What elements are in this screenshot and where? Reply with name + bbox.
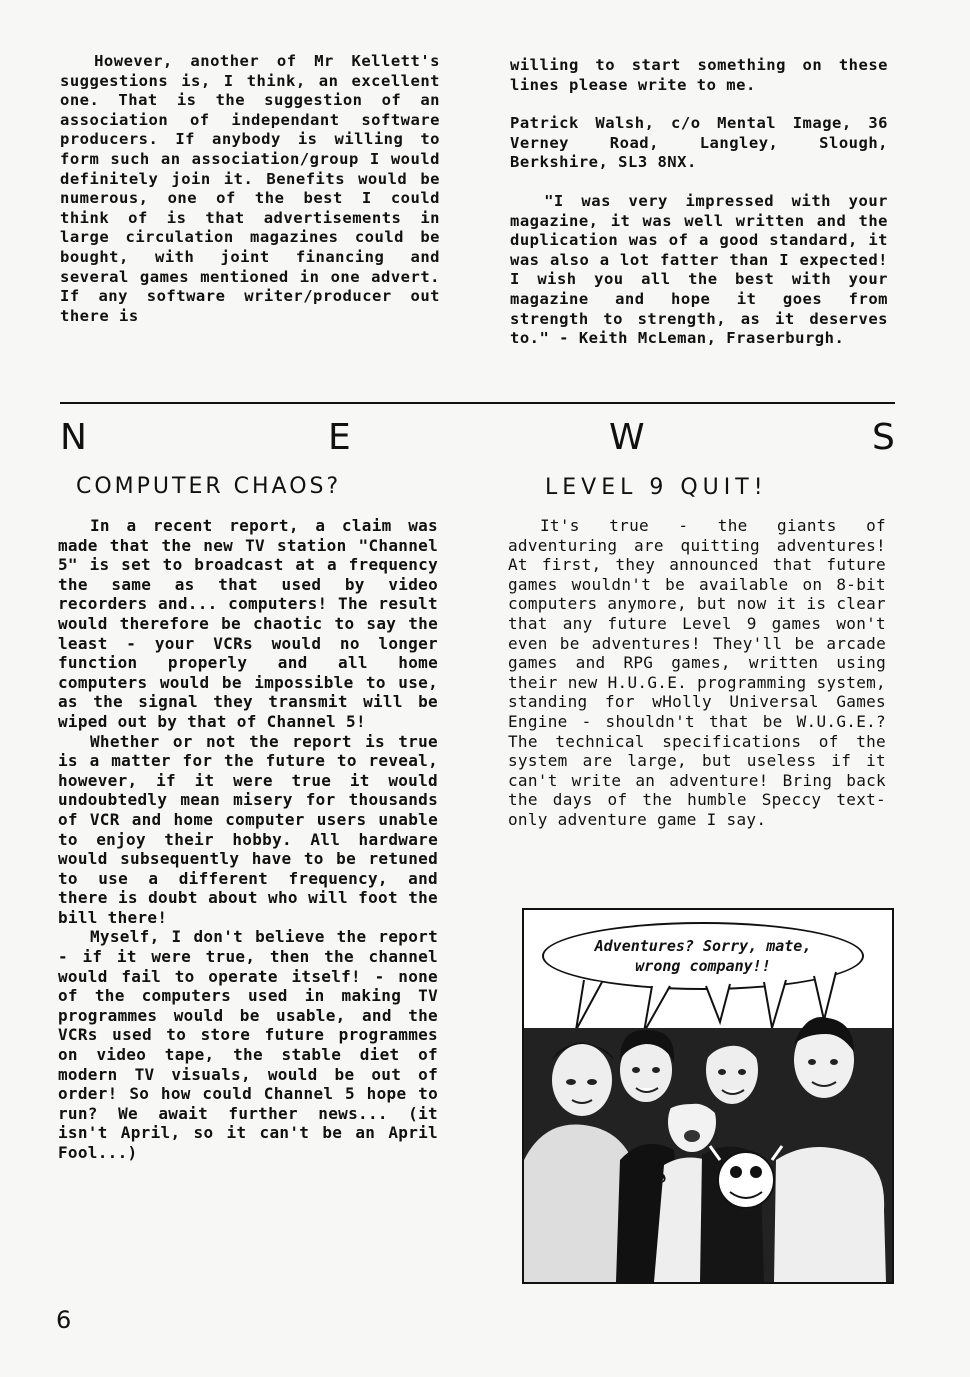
letter-paragraph: However, another of Mr Kellett's suggestions is, I think, an excellent one. That is the suggestion of an association of independant software producers. If anybody is willing to form such an association/group I would definitely join it. Benefits would be numerous, one of the best I could think of is that advertisements in large circulation magazines could be bought, with joint financing and several games mentioned in one advert. If any software writer/producer out there is [60,52,440,325]
news-letter-w: W [609,417,645,458]
headline-computer-chaos: COMPUTER CHAOS? [76,474,342,499]
news-letter-n: N [60,417,87,458]
bubble-pointers-icon [576,972,836,1032]
article-paragraph: It's true - the giants of adventuring are quitting adventures! At first, they announced that future games wouldn't be available on 8-bit computers anymore, but now it is clear that any future Level 9 games won't even be adventures! They'll be arcade games and RPG games, written using their new H.U.G.E. programming system, standing for wHolly Universal Games Engine - shouldn't that be W.U.G.E.? The technical specifications of the system are large, but useless if it can't write an adventure! Bring back the days of the humble Speccy text-only adventure game I say. [508,516,886,829]
section-divider [60,402,895,404]
headline-level9-quit: LEVEL 9 QUIT! [545,475,768,500]
page-number: 6 [56,1306,72,1334]
letter-continuation: willing to start something on these lines please write to me. [510,56,888,94]
letters-left-column [60,52,440,326]
speech-line-2: wrong company!! [635,957,771,975]
news-letter-s: S [872,417,895,458]
letters-right-column [510,56,888,349]
article-level9 [508,516,886,830]
article-paragraph: Whether or not the report is true is a matter for the future to reveal, however, if it were true it would undoubtedly mean misery for thousands of VCR and home computer users unable to enjoy their hobby. All hardware would subsequently have to be retuned to use a different frequency, and there is doubt about who will foot the bill there! [58,731,438,927]
letter-address: Patrick Walsh, c/o Mental Image, 36 Verney Road, Langley, Slough, Berkshire, SL3 8NX. [510,114,888,172]
reader-quote: "I was very impressed with your magazine, it was well written and the duplication was of a good standard, it was also a lot fatter than I expected! I wish you all the best with your magazine and hope it goes from strength to strength, as it deserves to." - Keith McLeman, Fraserburgh. [510,191,888,348]
news-letter-e: E [328,417,351,458]
shirt-logo: VEL9 [632,1170,669,1195]
article-computer-chaos [58,516,438,1163]
group-photo-illustration [524,910,892,1282]
speech-line-1: Adventures? Sorry, mate, [594,937,812,955]
article-paragraph: In a recent report, a claim was made that the new TV station "Channel 5" is set to broadcast at a frequency the same as that used by video recorders and... computers! The result would therefore be chaotic to say the least - your VCRs would no longer function properly and all home computers would be impossible to use, as the signal they transmit will be wiped out by that of Channel 5! [58,516,438,731]
cartoon-photo-panel [522,908,894,1284]
article-paragraph: Myself, I don't believe the report - if it were true, then the channel would fail to operate itself! - none of the computers used in making TV programmes would be usable, and the VCRs used to store future programmes on video tape, the stable diet of modern TV visuals, would be out of order! So how could Channel 5 hope to run? We await further news... (it isn't April, so it can't be an April Fool...) [58,927,438,1162]
